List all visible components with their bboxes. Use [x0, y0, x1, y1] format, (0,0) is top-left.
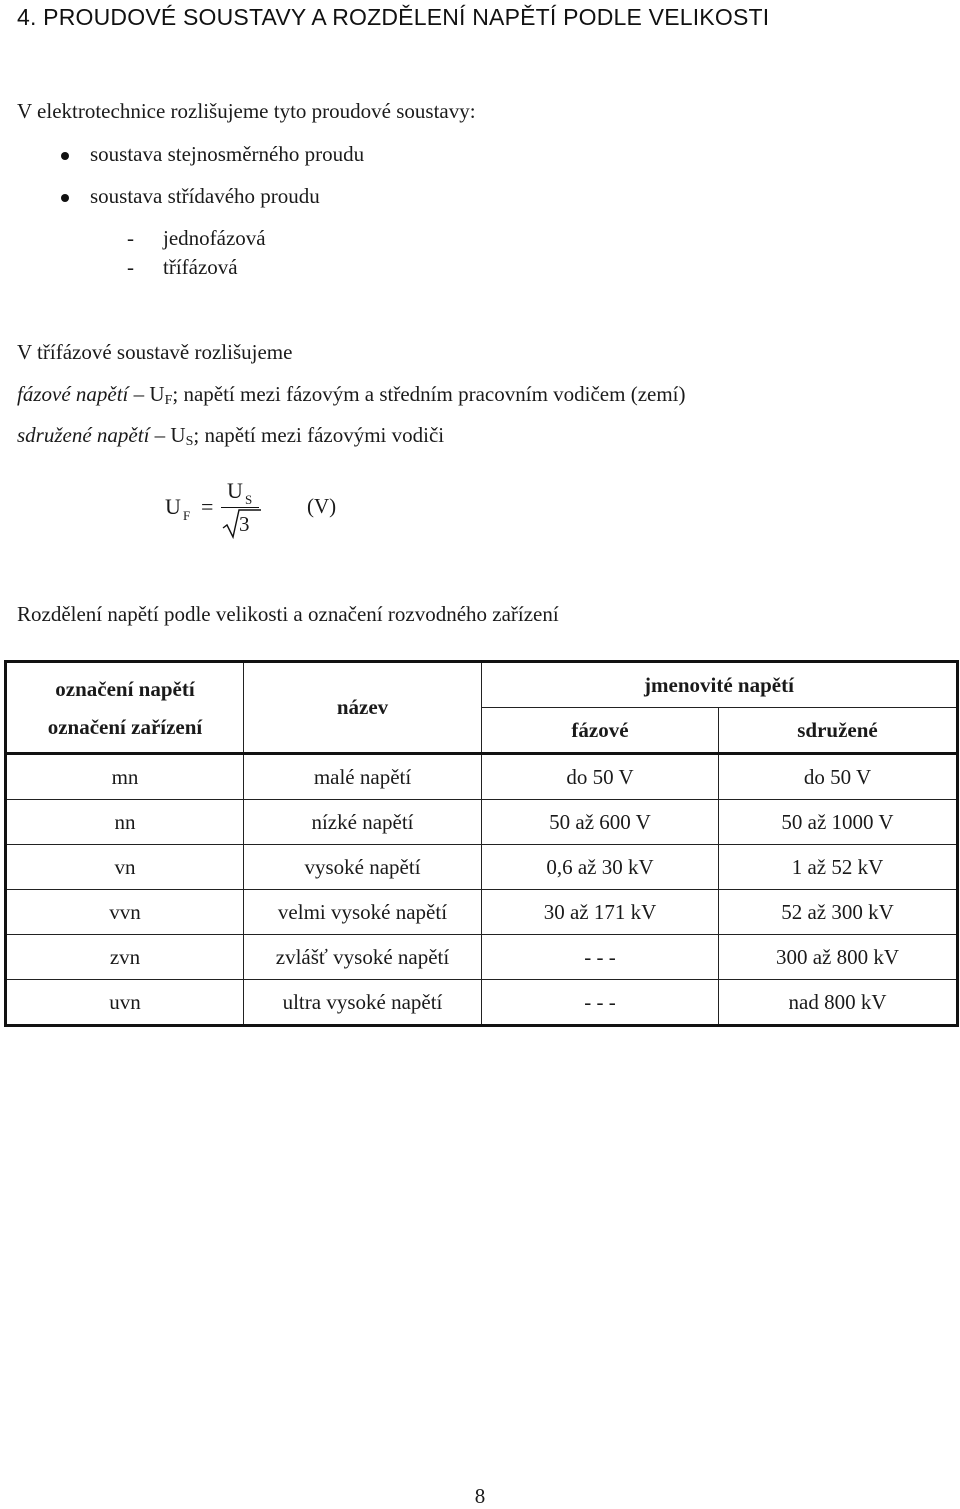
phase-voltage-definition: [17, 382, 686, 409]
formula-lhs-subscript: F: [183, 508, 191, 523]
definition-text: ; napětí mezi fázovým a středním pracovním vodičem (zemí): [172, 382, 686, 406]
cell-name: malé napětí: [244, 754, 482, 800]
cell-name: zvlášť vysoké napětí: [244, 935, 482, 980]
cell-line: do 50 V: [719, 754, 958, 800]
formula-numerator-subscript: S: [245, 492, 253, 507]
list-item: soustava stejnosměrného proudu: [90, 142, 365, 166]
cell-name: velmi vysoké napětí: [244, 890, 482, 935]
symbol: U: [149, 382, 165, 406]
header-line: označení napětí: [55, 676, 195, 701]
symbol-subscript: F: [164, 393, 173, 408]
cell-line: 1 až 52 kV: [719, 845, 958, 890]
cell-code: nn: [6, 800, 244, 845]
cell-phase: do 50 V: [482, 754, 719, 800]
cell-name: vysoké napětí: [244, 845, 482, 890]
cell-name: nízké napětí: [244, 800, 482, 845]
term: sdružené napětí: [17, 423, 150, 447]
symbol: U: [170, 423, 186, 447]
table-row: [6, 845, 958, 890]
table-row: [6, 890, 958, 935]
cell-line: 50 až 1000 V: [719, 800, 958, 845]
page-number: 8: [474, 1484, 486, 1508]
sub-list-item: třífázová: [163, 255, 238, 279]
table-row: [6, 754, 958, 800]
bullet-icon: [61, 194, 69, 202]
cell-code: mn: [6, 754, 244, 800]
formula-equals: =: [201, 494, 214, 519]
formula-unit: (V): [307, 494, 337, 518]
voltage-table: [4, 660, 959, 1027]
cell-code: vn: [6, 845, 244, 890]
intro-paragraph: V elektrotechnice rozlišujeme tyto proudové soustavy:: [17, 99, 476, 123]
cell-code: uvn: [6, 980, 244, 1026]
three-phase-intro: V třífázové soustavě rozlišujeme: [17, 340, 293, 364]
header-voltage-code: [6, 662, 244, 754]
term-dash: –: [133, 382, 145, 406]
sub-list-item: jednofázová: [163, 226, 266, 250]
term-dash: –: [154, 423, 166, 447]
definition-text: ; napětí mezi fázovými vodiči: [193, 423, 445, 447]
line-voltage-definition: [17, 423, 444, 450]
formula-numerator: U: [227, 478, 243, 503]
formula-lhs: U: [165, 494, 181, 519]
table-row: [6, 800, 958, 845]
dash-marker: -: [127, 226, 134, 250]
formula-denominator: 3: [239, 512, 250, 536]
header-rated-voltage: jmenovité napětí: [482, 662, 958, 708]
table-row: [6, 980, 958, 1026]
cell-phase: 30 až 171 kV: [482, 890, 719, 935]
voltage-formula: [165, 474, 365, 544]
cell-phase: - - -: [482, 935, 719, 980]
list-item: soustava střídavého proudu: [90, 184, 320, 208]
header-name: název: [244, 662, 482, 754]
cell-phase: - - -: [482, 980, 719, 1026]
cell-line: 52 až 300 kV: [719, 890, 958, 935]
symbol-subscript: S: [185, 434, 194, 449]
table-row: [6, 935, 958, 980]
cell-line: nad 800 kV: [719, 980, 958, 1026]
cell-code: vvn: [6, 890, 244, 935]
header-phase: fázové: [482, 708, 719, 754]
cell-code: zvn: [6, 935, 244, 980]
cell-name: ultra vysoké napětí: [244, 980, 482, 1026]
dash-marker: -: [127, 255, 134, 279]
header-line-voltage: sdružené: [719, 708, 958, 754]
cell-phase: 0,6 až 30 kV: [482, 845, 719, 890]
page-heading: 4. PROUDOVÉ SOUSTAVY A ROZDĚLENÍ NAPĚTÍ PODLE VELIKOSTI: [17, 4, 770, 30]
term: fázové napětí: [17, 382, 129, 406]
header-line: označení zařízení: [47, 714, 203, 739]
cell-phase: 50 až 600 V: [482, 800, 719, 845]
table-caption: Rozdělení napětí podle velikosti a označení rozvodného zařízení: [17, 602, 559, 626]
cell-line: 300 až 800 kV: [719, 935, 958, 980]
bullet-icon: [61, 152, 69, 160]
